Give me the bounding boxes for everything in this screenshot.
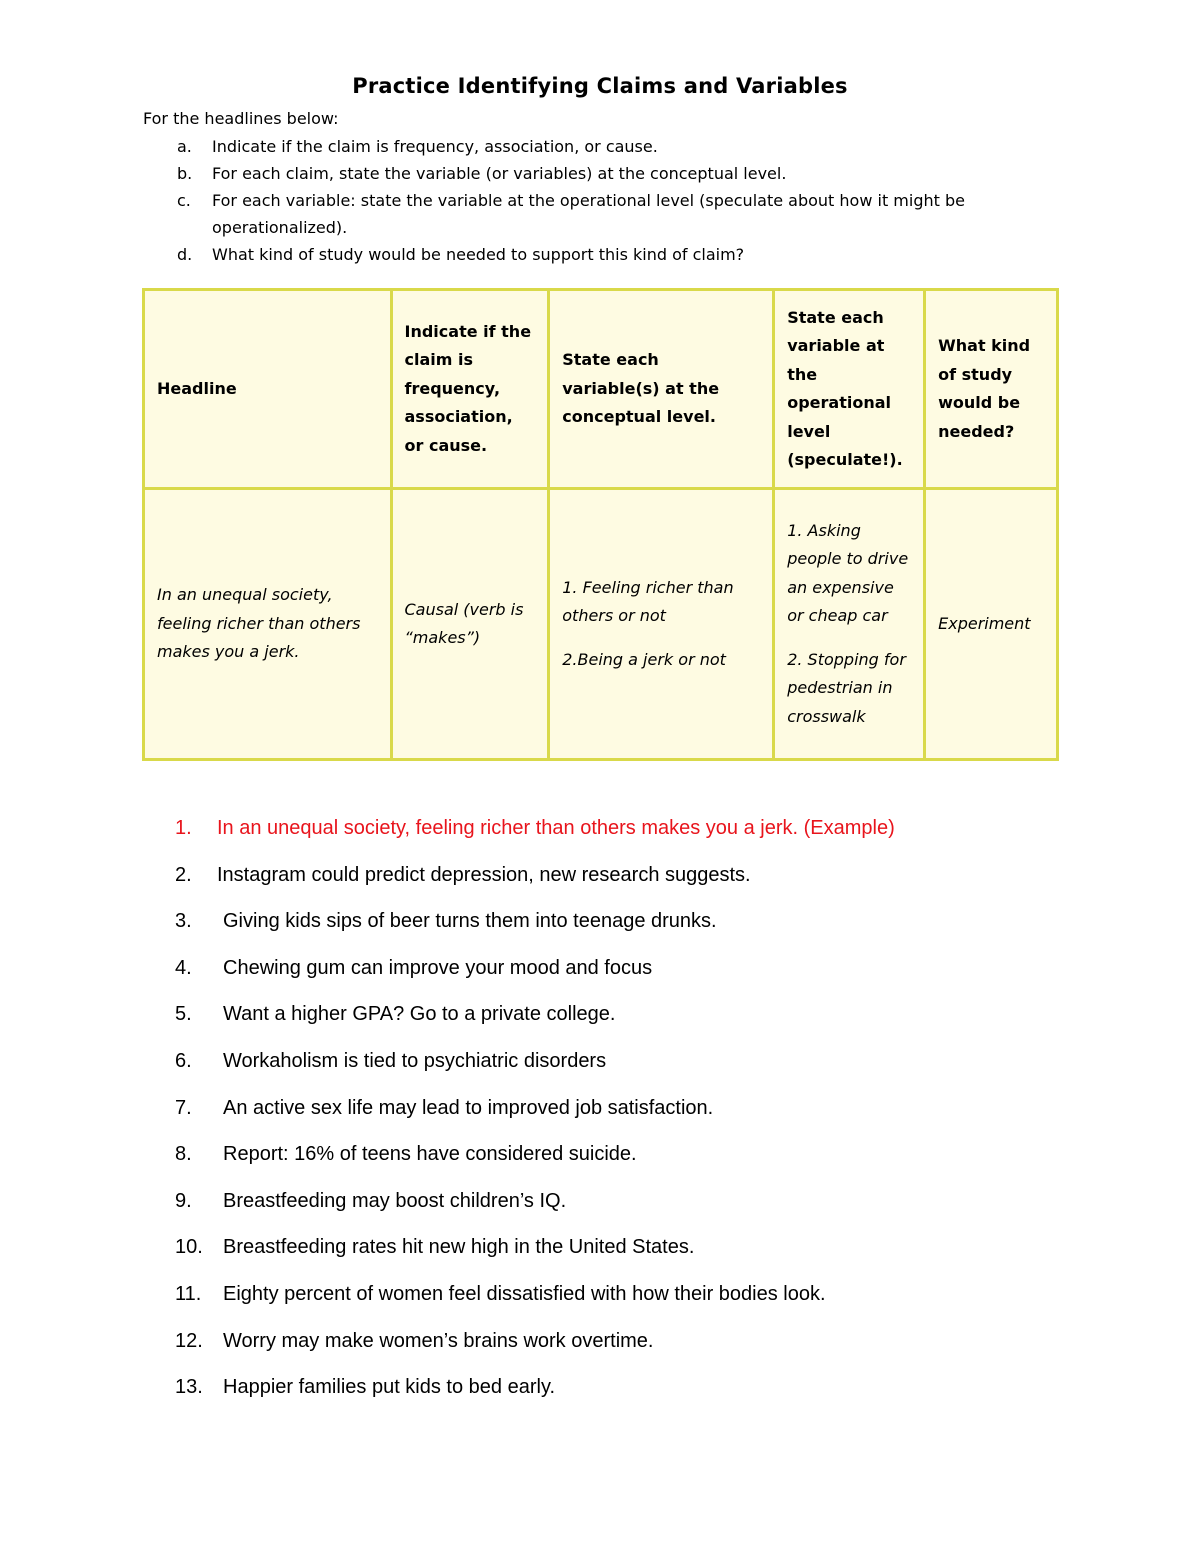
instruction-marker: d.: [177, 245, 193, 264]
table-example-row: [144, 489, 1058, 760]
headline-number: 10.: [175, 1236, 203, 1259]
example-claim-cell: Causal (verb is “makes”): [391, 489, 549, 760]
headline-text: Workaholism is tied to psychiatric disorders: [223, 1049, 607, 1072]
headline-text: Want a higher GPA? Go to a private college.: [223, 1003, 616, 1026]
headline-number: 13.: [175, 1376, 203, 1399]
headline-number: 11.: [175, 1282, 202, 1305]
headline-number: 7.: [175, 1096, 192, 1119]
page-title: Practice Identifying Claims and Variables: [352, 74, 848, 98]
headline-text: Breastfeeding rates hit new high in the United States.: [223, 1236, 695, 1259]
header-cell-claim-type: Indicate if the claim is frequency, association, or cause.: [391, 290, 549, 489]
instruction-item: [143, 160, 1063, 187]
headline-number: 12.: [175, 1329, 203, 1352]
instruction-item: [143, 187, 1063, 241]
headline-text: Eighty percent of women feel dissatisfied with how their bodies look.: [223, 1282, 826, 1305]
instruction-marker: b.: [177, 164, 193, 183]
instructions-list: [143, 133, 1063, 268]
instruction-marker: c.: [177, 191, 191, 210]
claims-table: [142, 288, 1059, 761]
header-cell-headline: Headline: [144, 290, 392, 489]
headline-number: 1.: [175, 817, 192, 839]
headline-text: Worry may make women’s brains work overtime.: [223, 1329, 654, 1352]
headline-text: Happier families put kids to bed early.: [223, 1376, 556, 1399]
example-operational-cell: [774, 489, 925, 760]
headline-number: 5.: [175, 1003, 192, 1026]
header-cell-study: What kind of study would be needed?: [925, 290, 1058, 489]
example-study-cell: Experiment: [925, 489, 1058, 760]
instruction-marker: a.: [177, 137, 192, 156]
instruction-text: For each claim, state the variable (or variables) at the conceptual level.: [212, 164, 787, 183]
headline-text: Breastfeeding may boost children’s IQ.: [223, 1189, 567, 1212]
headline-number: 6.: [175, 1049, 192, 1072]
headline-text: Instagram could predict depression, new research suggests.: [217, 863, 751, 886]
headline-number: 3.: [175, 910, 192, 933]
instruction-text: What kind of study would be needed to support this kind of claim?: [212, 245, 745, 264]
intro-text: For the headlines below:: [143, 109, 339, 128]
instruction-item: [143, 241, 1063, 268]
instruction-text: Indicate if the claim is frequency, association, or cause.: [212, 137, 658, 156]
example-conceptual-cell: [549, 489, 774, 760]
headline-number: 4.: [175, 956, 192, 979]
headline-number: 8.: [175, 1143, 192, 1166]
instruction-item: [143, 133, 1063, 160]
instruction-text: For each variable: state the variable at the operational level (speculate about how it might be operationalized).: [212, 191, 965, 237]
conceptual-variable-1: 1. Feeling richer than others or not: [562, 577, 734, 626]
conceptual-variable-2: 2.Being a jerk or not: [562, 649, 726, 669]
example-headline-cell: In an unequal society, feeling richer than others makes you a jerk.: [144, 489, 392, 760]
headline-text: Giving kids sips of beer turns them into teenage drunks.: [223, 910, 717, 933]
headline-number: 9.: [175, 1189, 192, 1212]
header-cell-conceptual: State each variable(s) at the conceptual level.: [549, 290, 774, 489]
header-cell-operational: State each variable at the operational level (speculate!).: [774, 290, 925, 489]
headline-text: Report: 16% of teens have considered suicide.: [223, 1143, 637, 1166]
headline-number: 2.: [175, 863, 192, 886]
headline-text: An active sex life may lead to improved job satisfaction.: [223, 1096, 714, 1119]
table-header-row: [144, 290, 1058, 489]
headline-text: Chewing gum can improve your mood and focus: [223, 956, 653, 979]
operational-variable-1: 1. Asking people to drive an expensive or cheap car: [787, 520, 909, 626]
headline-text: In an unequal society, feeling richer than others makes you a jerk. (Example): [217, 817, 895, 839]
operational-variable-2: 2. Stopping for pedestrian in crosswalk: [787, 649, 906, 726]
